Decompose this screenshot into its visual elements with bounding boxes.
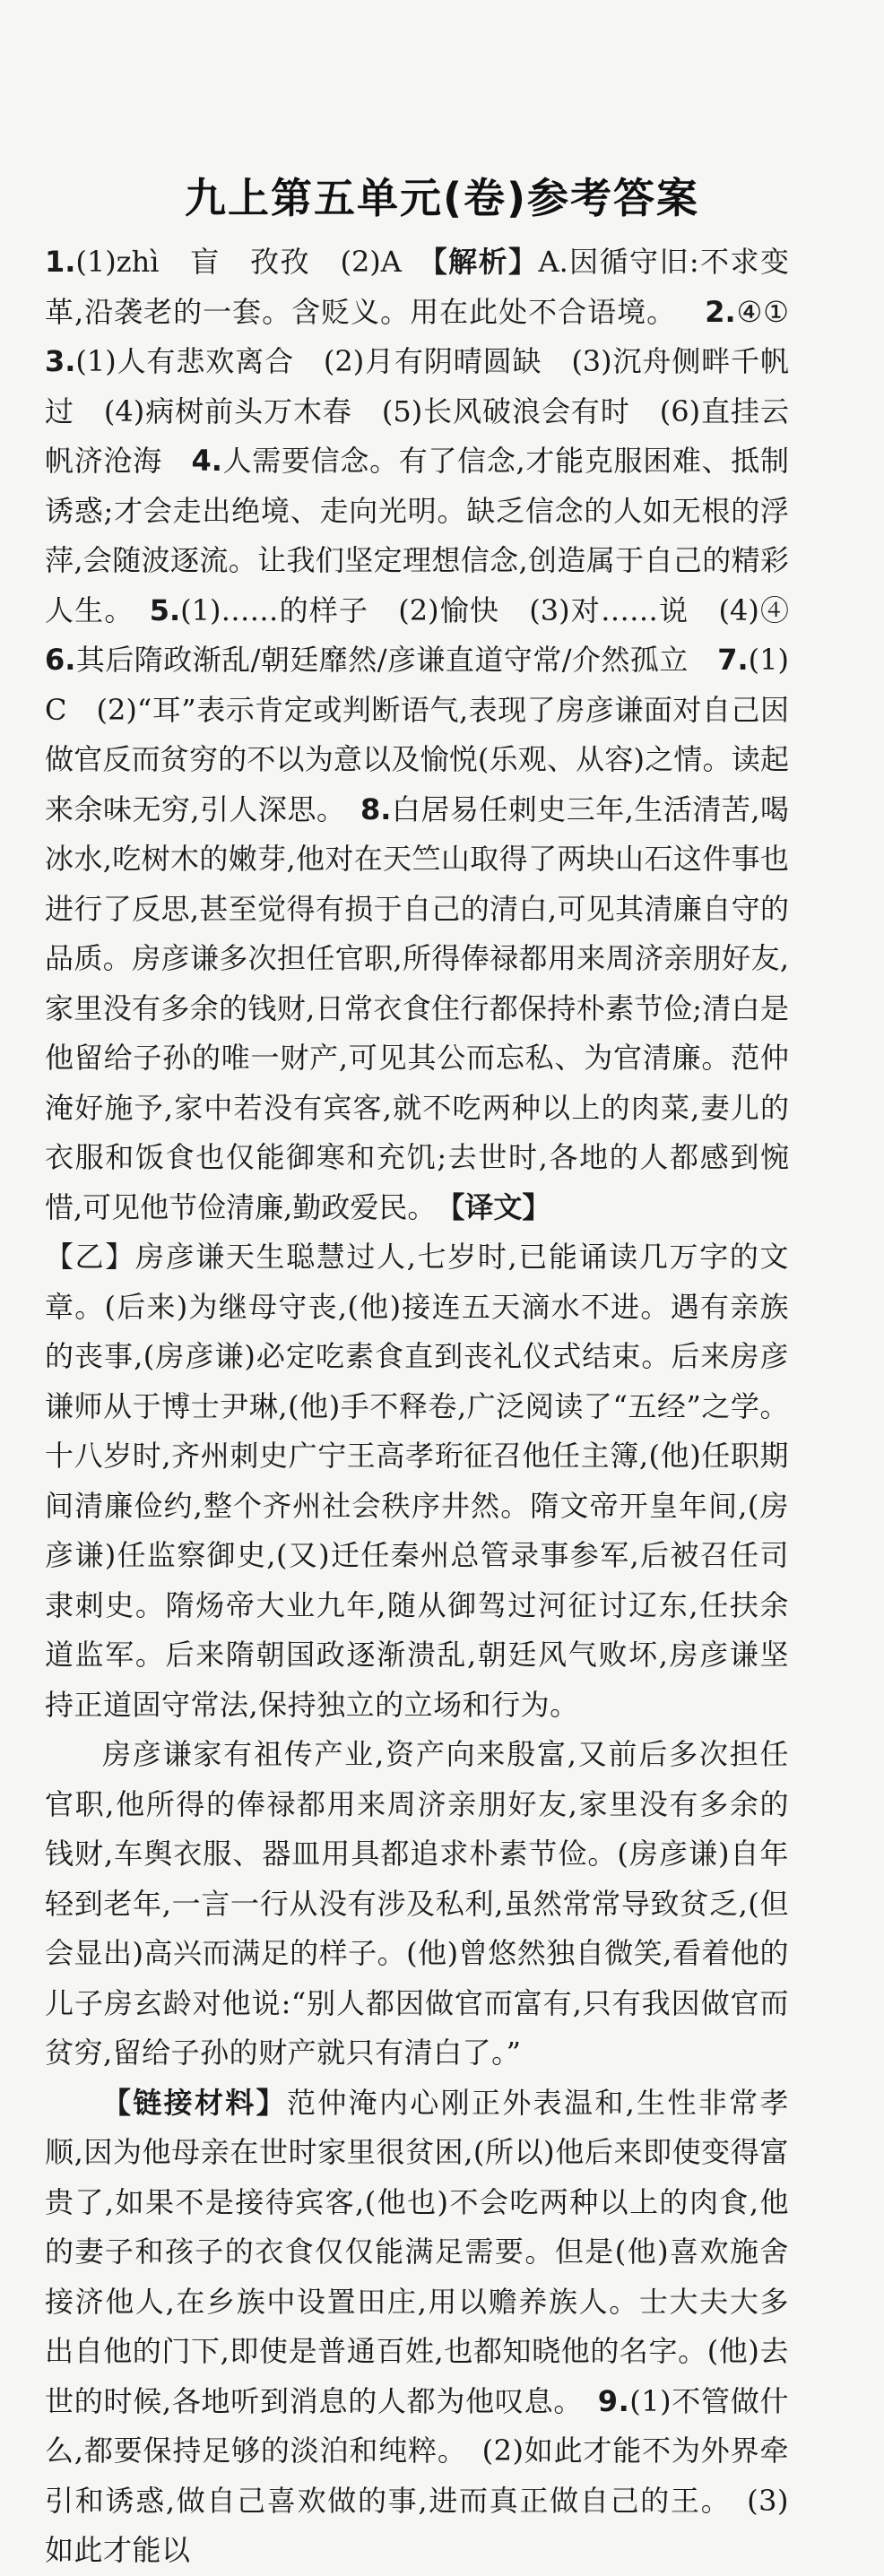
page-title: 九上第五单元(卷)参考答案 (184, 174, 700, 222)
question-number: 8. (360, 791, 392, 826)
answer-text: 白居易任刺史三年,生活清苦,喝冰水,吃树木的嫩芽,他对在天竺山取得了两块山石这件事也进行了反思,甚至觉得有损于自己的清白,可见其清廉自守的品质。房彦谦多次担任官职,所得俸禄都用来周济亲朋好友,家里没有多余的钱财,日常衣食住行都保持朴素节俭;清白是他留给子孙的唯一财产,可见其公而忘私、为官清廉。范仲淹好施予,家中若没有宾客,就不吃两种以上的肉菜,妻儿的衣服和饭食也仅能御寒和充饥;去世时,各地的人都感到惋惜,可见他节俭清廉,勤政爱民。 (45, 791, 789, 1224)
link-material-tag: 【链接材料】 (102, 2085, 287, 2120)
answer-text: 其后隋政渐乱/朝廷靡然/彦谦直道守常/介然孤立 (75, 643, 718, 677)
answer-text: (1)……的样子 (2)愉快 (3)对……说 (4)④ (180, 592, 818, 627)
question-number: 2. (705, 294, 736, 329)
link-material-paragraph (45, 2079, 789, 2576)
answer-text: (1)不管做什么,都要保持足够的淡泊和纯粹。 (2)如此才能不为外界牵引和诱惑,做自己喜欢做的事,进而真正做自己的王。 (3)如此才能以 (45, 2383, 789, 2567)
answer-text: 人需要信念。有了信念,才能克服困难、抵制诱惑;才会走出绝境、走向光明。缺乏信念的人如无根的浮萍,会随波逐流。让我们坚定理想信念,创造属于自己的精彩人生。 (45, 444, 789, 627)
answer-block (45, 238, 818, 1232)
answer-body (45, 238, 818, 2576)
answer-text: (1)zhì 盲 孜孜 (2)A (75, 245, 433, 279)
translation-paragraph: 房彦谦家有祖传产业,资产向来殷富,又前后多次担任官职,他所得的俸禄都用来周济亲朋好友,家里没有多余的钱财,车舆衣服、器皿用具都追求朴素节俭。(房彦谦)自年轻到老年,一言一行从没有涉及私利,虽然常常导致贫乏,(但会显出)高兴而满足的样子。(他)曾悠然独自微笑,看着他的儿子房玄龄对他说:“别人都因做官而富有,只有我因做官而贫穷,留给子孙的财产就只有清白了。” (45, 1737, 789, 2070)
question-number: 3. (45, 344, 76, 378)
answer-text: (1)人有悲欢离合 (2)月有阴晴圆缺 (3)沉舟侧畔千帆过 (4)病树前头万木春 (5)长风破浪会有时 (6)直挂云帆济沧海 (45, 344, 789, 478)
question-number: 9. (597, 2383, 630, 2418)
answer-text: ④① (735, 294, 789, 329)
link-material-text: 范仲淹内心刚正外表温和,生性非常孝顺,因为他母亲在世时家里很贫困,(所以)他后来即使变得富贵了,如果不是接待宾客,(他也)不会吃两种以上的肉食,他的妻子和孩子的衣食仅仅能满足需要。但是(他)喜欢施舍接济他人,在乡族中设置田庄,用以赡养族人。士大夫大多出自他的门下,即使是普通百姓,也都知晓他的名字。(他)去世的时候,各地听到消息的人都为他叹息。 (45, 2085, 789, 2418)
translation-tag: 【译文】 (450, 1189, 551, 1224)
question-number: 1. (45, 245, 76, 279)
question-number: 7. (717, 643, 749, 677)
analysis-text: A.因循守旧:不求变革,沿袭老的一套。含贬义。用在此处不合语境。 (45, 245, 789, 329)
question-number: 4. (191, 444, 222, 478)
analysis-tag: 【解析】 (432, 245, 539, 279)
translation-paragraph: 【乙】房彦谦天生聪慧过人,七岁时,已能诵读几万字的文章。(后来)为继母守丧,(他)接连五天滴水不进。遇有亲族的丧事,(房彦谦)必定吃素食直到丧礼仪式结束。后来房彦谦师从于博士尹琳,(他)手不释卷,广泛阅读了“五经”之学。十八岁时,齐州刺史广宁王高孝珩征召他任主簿,(他)任职期间清廉俭约,整个齐州社会秩序井然。隋文帝开皇年间,(房彦谦)任监察御史,(又)迁任秦州总管录事参军,后被召任司隶刺史。隋炀帝大业九年,随从御驾过河征讨辽东,任扶余道监军。后来隋朝国政逐渐溃乱,朝廷风气败坏,房彦谦坚持正道固守常法,保持独立的立场和行为。 (45, 1240, 789, 1722)
question-number: 6. (45, 643, 76, 677)
answer-text: (1)C (2)“耳”表示肯定或判断语气,表现了房彦谦面对自己因做官反而贫穷的不以为意以及愉悦(乐观、从容)之情。读起来余味无穷,引人深思。 (45, 643, 789, 826)
question-number: 5. (149, 592, 181, 627)
